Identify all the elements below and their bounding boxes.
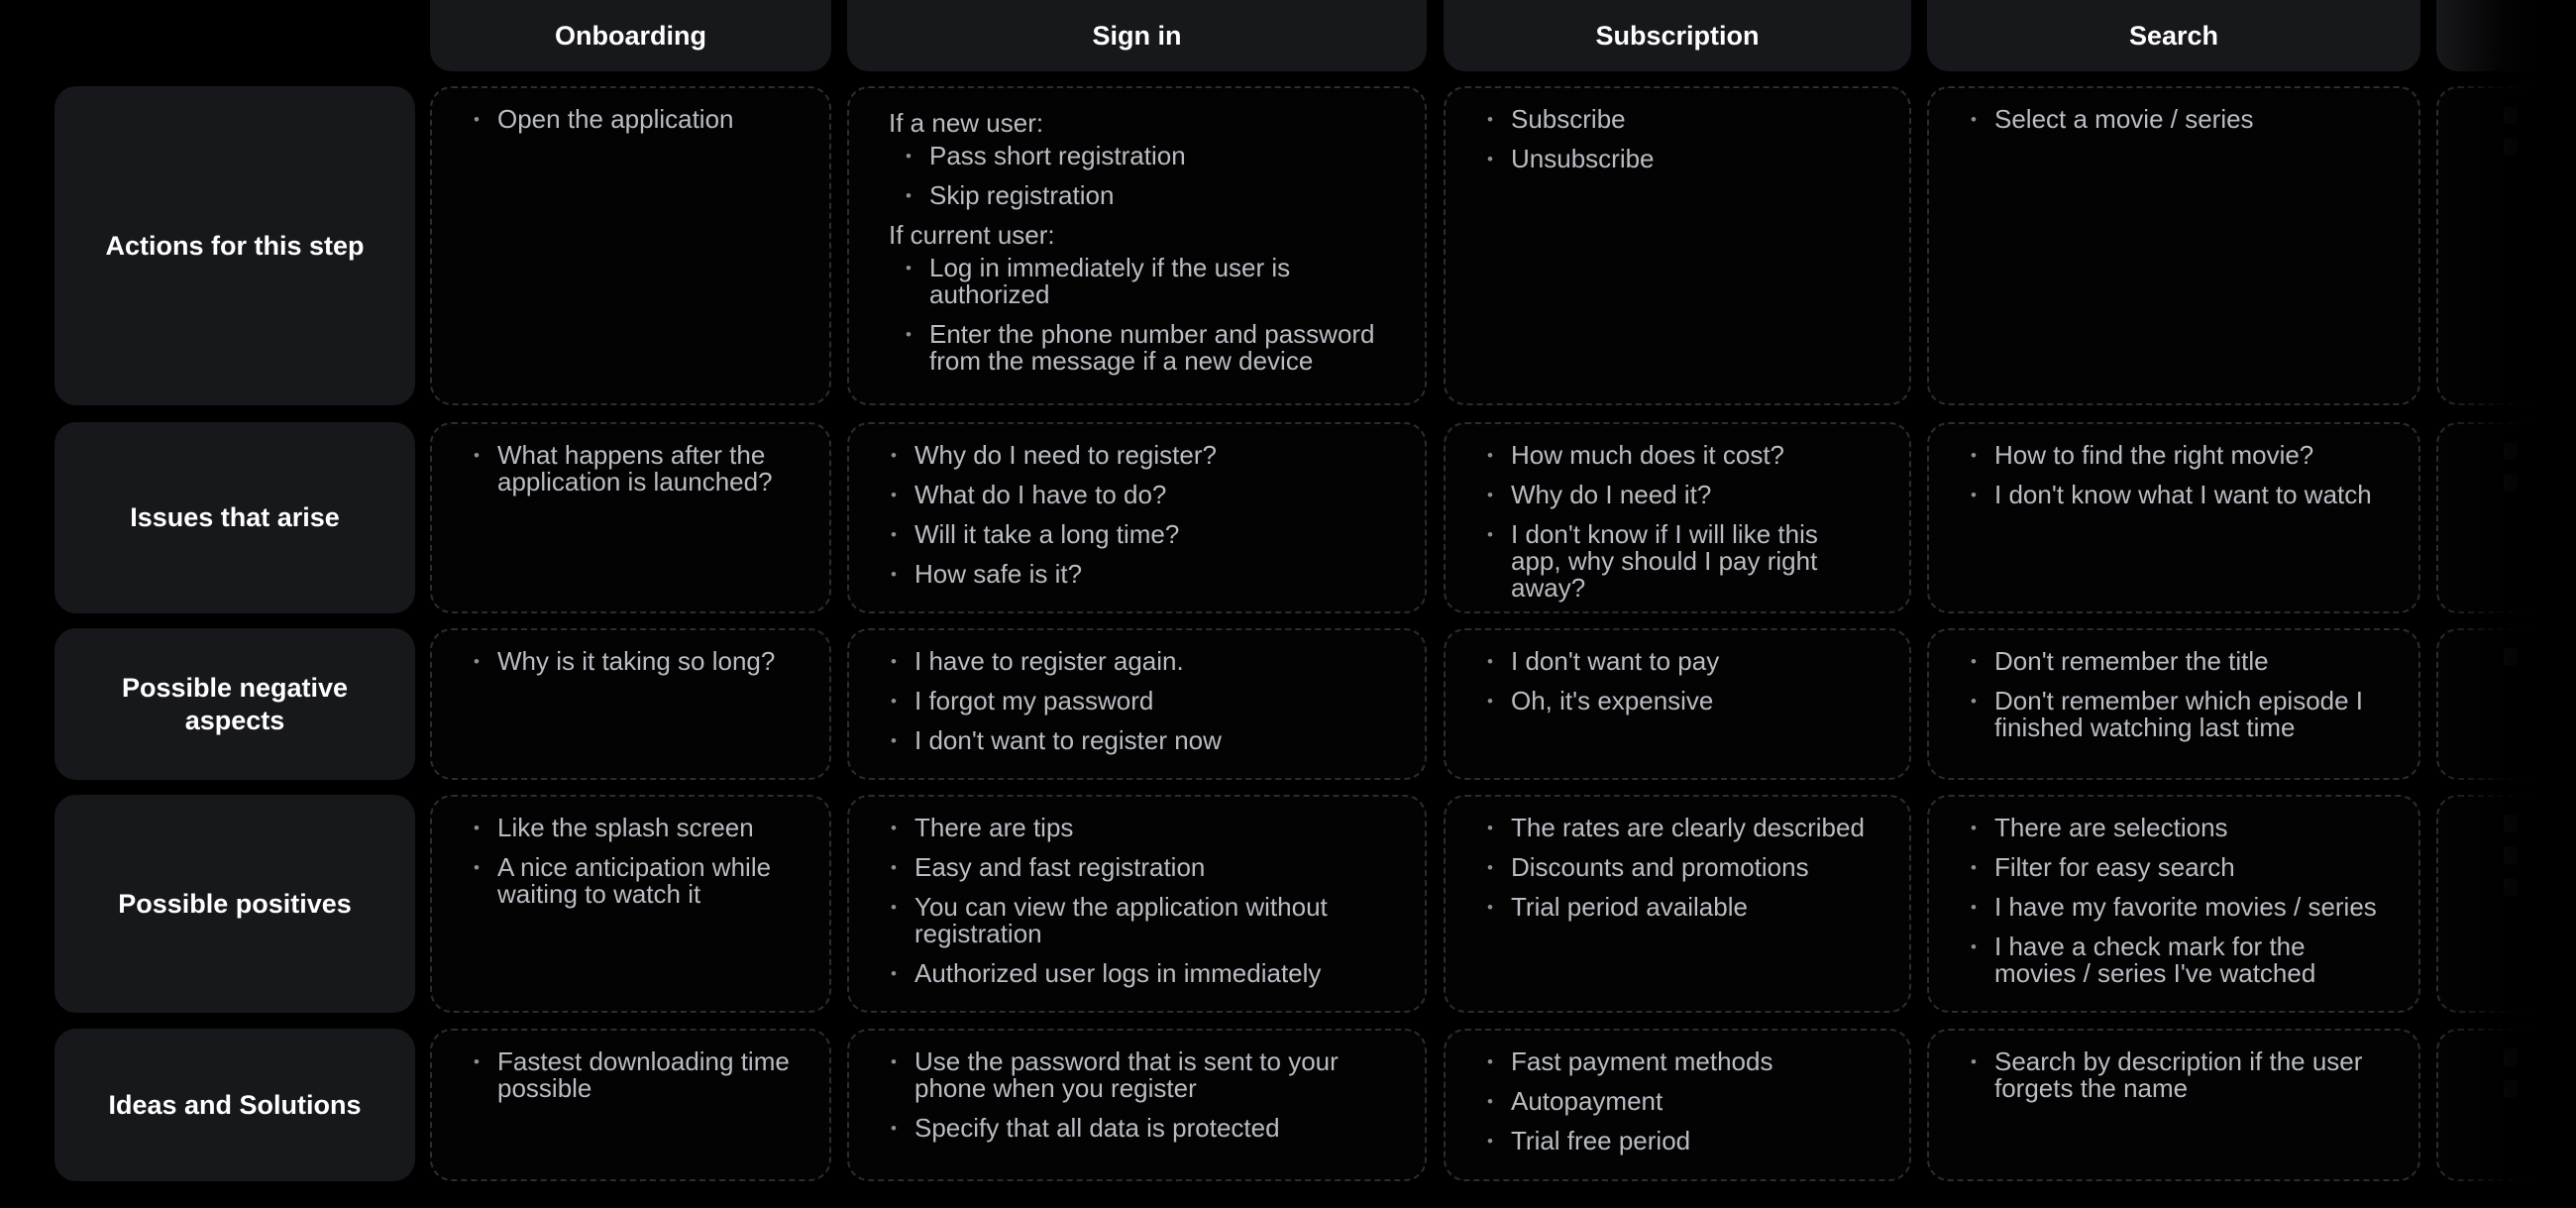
cell-negatives-subscription xyxy=(1444,628,1911,780)
list-item: • You can view the application without registration xyxy=(889,894,1389,947)
list-item: • Fastest downloading time possible xyxy=(472,1048,794,1102)
row-label-positives: Possible positives xyxy=(54,795,415,1013)
bullet-list xyxy=(472,648,794,675)
list-item: • Unsubscribe xyxy=(1485,146,1874,172)
cell-actions-subscription xyxy=(1444,86,1911,405)
list-item: • Skip registration xyxy=(904,182,1389,209)
list-item: • I don't know what I want to watch xyxy=(1969,482,2383,508)
bullet-list xyxy=(1969,1048,2383,1102)
new-user-group xyxy=(889,110,1389,209)
list-item: • Enter the phone number and password from the message if a new device xyxy=(904,321,1389,375)
list-item: • Pass short registration xyxy=(904,143,1389,169)
faded-bullet xyxy=(2504,442,2518,460)
bullet-list xyxy=(1969,442,2383,508)
row-label-ideas: Ideas and Solutions xyxy=(54,1029,415,1181)
cell-negatives-next-partial xyxy=(2436,628,2576,780)
bullet-list xyxy=(1485,442,1874,602)
list-item: • How safe is it? xyxy=(889,561,1389,588)
cell-actions-sign-in xyxy=(847,86,1427,405)
cell-issues-onboarding xyxy=(430,422,831,613)
faded-bullet xyxy=(2504,474,2518,492)
list-item: • Discounts and promotions xyxy=(1485,854,1874,881)
bullet-list xyxy=(1969,106,2383,133)
row-label-negatives: Possible negative aspects xyxy=(54,628,415,780)
list-item: • Fast payment methods xyxy=(1485,1048,1874,1075)
bullet-list xyxy=(889,255,1389,375)
cell-issues-next-partial xyxy=(2436,422,2576,613)
cell-positives-subscription xyxy=(1444,795,1911,1013)
list-item: • Search by description if the user forgets the name xyxy=(1969,1048,2383,1102)
cell-issues-subscription xyxy=(1444,422,1911,613)
list-item: • How much does it cost? xyxy=(1485,442,1874,469)
faded-bullet xyxy=(2504,648,2518,666)
list-item: • Why is it taking so long? xyxy=(472,648,794,675)
list-item: • I don't want to register now xyxy=(889,727,1389,754)
column-header-onboarding: Onboarding xyxy=(430,0,831,71)
cell-actions-onboarding xyxy=(430,86,831,405)
bullet-list xyxy=(472,1048,794,1102)
bullet-list xyxy=(1485,648,1874,714)
list-item: • I don't want to pay xyxy=(1485,648,1874,675)
group-label: If current user: xyxy=(889,220,1055,250)
list-item: • How to find the right movie? xyxy=(1969,442,2383,469)
faded-bullet xyxy=(2504,106,2518,124)
cell-positives-search xyxy=(1927,795,2420,1013)
bullet-list xyxy=(472,106,794,133)
cell-negatives-sign-in xyxy=(847,628,1427,780)
bullet-list xyxy=(472,815,794,908)
column-header-next-partial xyxy=(2436,0,2576,71)
cell-negatives-search xyxy=(1927,628,2420,780)
list-item: • Select a movie / series xyxy=(1969,106,2383,133)
bullet-list xyxy=(1969,815,2383,987)
column-header-subscription: Subscription xyxy=(1444,0,1911,71)
list-item: • Easy and fast registration xyxy=(889,854,1389,881)
cell-actions-search xyxy=(1927,86,2420,405)
list-item: • I have a check mark for the movies / series I've watched xyxy=(1969,933,2383,987)
list-item: • Oh, it's expensive xyxy=(1485,688,1874,714)
list-item: • Trial period available xyxy=(1485,894,1874,921)
cell-actions-next-partial xyxy=(2436,86,2576,405)
list-item: • Like the splash screen xyxy=(472,815,794,841)
list-item: • What do I have to do? xyxy=(889,482,1389,508)
cell-ideas-search xyxy=(1927,1029,2420,1181)
faded-bullet xyxy=(2504,815,2518,832)
faded-bullet xyxy=(2504,1048,2518,1066)
column-header-sign-in: Sign in xyxy=(847,0,1427,71)
bullet-list xyxy=(1485,815,1874,921)
bullet-list xyxy=(889,1048,1389,1142)
list-item: • A nice anticipation while waiting to watch it xyxy=(472,854,794,908)
current-user-group xyxy=(889,222,1389,375)
list-item: • What happens after the application is launched? xyxy=(472,442,794,495)
bullet-list xyxy=(1485,106,1874,172)
faded-bullet xyxy=(2504,878,2518,896)
cell-positives-next-partial xyxy=(2436,795,2576,1013)
list-item: • I don't know if I will like this app, why should I pay right away? xyxy=(1485,521,1874,602)
list-item: • There are tips xyxy=(889,815,1389,841)
bullet-list xyxy=(889,442,1389,588)
list-item: • Autopayment xyxy=(1485,1088,1874,1115)
bullet-list xyxy=(1969,648,2383,741)
cell-ideas-subscription xyxy=(1444,1029,1911,1181)
bullet-list xyxy=(472,442,794,495)
row-label-actions: Actions for this step xyxy=(54,86,415,405)
cell-ideas-onboarding xyxy=(430,1029,831,1181)
cell-issues-sign-in xyxy=(847,422,1427,613)
list-item: • Why do I need to register? xyxy=(889,442,1389,469)
bullet-list xyxy=(1485,1048,1874,1154)
cell-ideas-sign-in xyxy=(847,1029,1427,1181)
cell-positives-onboarding xyxy=(430,795,831,1013)
cell-issues-search xyxy=(1927,422,2420,613)
cell-ideas-next-partial xyxy=(2436,1029,2576,1181)
list-item: • Don't remember which episode I finished watching last time xyxy=(1969,688,2383,741)
cell-positives-sign-in xyxy=(847,795,1427,1013)
row-label-issues: Issues that arise xyxy=(54,422,415,613)
list-item: • Subscribe xyxy=(1485,106,1874,133)
bullet-list xyxy=(889,648,1389,754)
list-item: • Filter for easy search xyxy=(1969,854,2383,881)
list-item: • Open the application xyxy=(472,106,794,133)
list-item: • Specify that all data is protected xyxy=(889,1115,1389,1142)
faded-bullet xyxy=(2504,138,2518,156)
faded-bullet xyxy=(2504,846,2518,864)
bullet-list xyxy=(889,143,1389,209)
list-item: • Authorized user logs in immediately xyxy=(889,960,1389,987)
list-item: • I forgot my password xyxy=(889,688,1389,714)
list-item: • Log in immediately if the user is authorized xyxy=(904,255,1389,308)
list-item: • The rates are clearly described xyxy=(1485,815,1874,841)
list-item: • I have to register again. xyxy=(889,648,1389,675)
list-item: • Use the password that is sent to your phone when you register xyxy=(889,1048,1389,1102)
bullet-list xyxy=(889,815,1389,987)
list-item: • Will it take a long time? xyxy=(889,521,1389,548)
column-header-search: Search xyxy=(1927,0,2420,71)
faded-bullet xyxy=(2504,1080,2518,1098)
list-item: • I have my favorite movies / series xyxy=(1969,894,2383,921)
list-item: • Don't remember the title xyxy=(1969,648,2383,675)
list-item: • Why do I need it? xyxy=(1485,482,1874,508)
list-item: • There are selections xyxy=(1969,815,2383,841)
cell-negatives-onboarding xyxy=(430,628,831,780)
list-item: • Trial free period xyxy=(1485,1128,1874,1154)
group-label: If a new user: xyxy=(889,108,1044,138)
